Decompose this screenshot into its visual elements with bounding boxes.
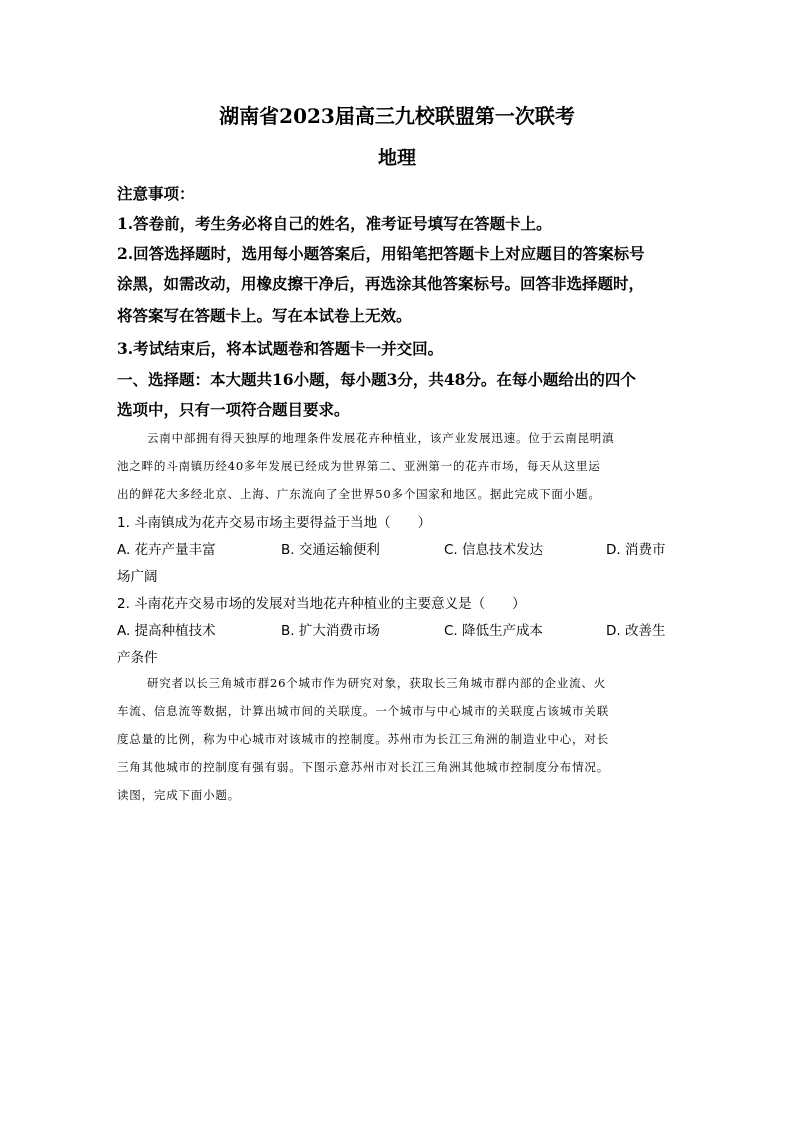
passage-1-line-2: 池之畔的斗南镇历经40多年发展已经成为世界第二、亚洲第一的花卉市场，每天从这里运 [117,459,601,473]
question-2-option-d-continued: 产条件 [117,650,158,666]
note-item-3: 3.考试结束后，将本试题卷和答题卡一并交回。 [117,339,444,358]
exam-title: 湖南省2023届高三九校联盟第一次联考 [219,104,575,128]
question-2-option-c: C. 降低生产成本 [444,623,544,639]
question-2-option-b: B. 扩大消费市场 [281,623,380,639]
question-1-option-d-continued: 场广阔 [117,569,158,585]
passage-2-line-3: 度总量的比例，称为中心城市对该城市的控制度。苏州市为长江三角洲的制造业中心，对长 [117,732,609,746]
section-heading-line-1: 一、选择题：本大题共16小题，每小题3分，共48分。在每小题给出的四个 [117,370,636,389]
question-1-option-c: C. 信息技术发达 [444,542,544,558]
note-item-2-line-3: 将答案写在答题卡上。写在本试卷上无效。 [117,306,412,325]
question-1-option-a: A. 花卉产量丰富 [117,542,216,558]
passage-1-line-1: 云南中部拥有得天独厚的地理条件发展花卉种植业，该产业发展迅速。位于云南昆明滇 [147,431,615,445]
section-heading-line-2: 选项中，只有一项符合题目要求。 [117,400,350,419]
question-1-option-b: B. 交通运输便利 [281,542,380,558]
question-2-stem: 2. 斗南花卉交易市场的发展对当地花卉种植业的主要意义是（ ） [117,596,526,612]
passage-2-line-4: 三角其他城市的控制度有强有弱。下图示意苏州市对长江三角洲其他城市控制度分布情况。 [117,760,609,774]
question-1-stem: 1. 斗南镇成为花卉交易市场主要得益于当地（ ） [117,515,432,531]
passage-2-line-2: 车流、信息流等数据，计算出城市间的关联度。一个城市与中心城市的关联度占该城市关联 [117,704,609,718]
passage-1-line-3: 出的鲜花大多经北京、上海、广东流向了全世界50多个国家和地区。据此完成下面小题。 [117,487,601,501]
question-2-option-d: D. 改善生 [606,623,666,639]
passage-2-line-5: 读图，完成下面小题。 [117,788,240,802]
notes-heading: 注意事项： [117,184,195,203]
note-item-2-line-2: 涂黑，如需改动，用橡皮擦干净后，再选涂其他答案标号。回答非选择题时， [117,274,645,293]
question-2-option-a: A. 提高种植技术 [117,623,216,639]
note-item-2-line-1: 2.回答选择题时，选用每小题答案后，用铅笔把答题卡上对应题目的答案标号 [117,244,645,263]
note-item-1: 1.答卷前，考生务必将自己的姓名，准考证号填写在答题卡上。 [117,214,552,233]
passage-2-line-1: 研究者以长三角城市群26个城市作为研究对象，获取长三角城市群内部的企业流、火 [147,676,607,690]
subject-title: 地理 [377,147,416,169]
question-1-option-d: D. 消费市 [606,542,666,558]
